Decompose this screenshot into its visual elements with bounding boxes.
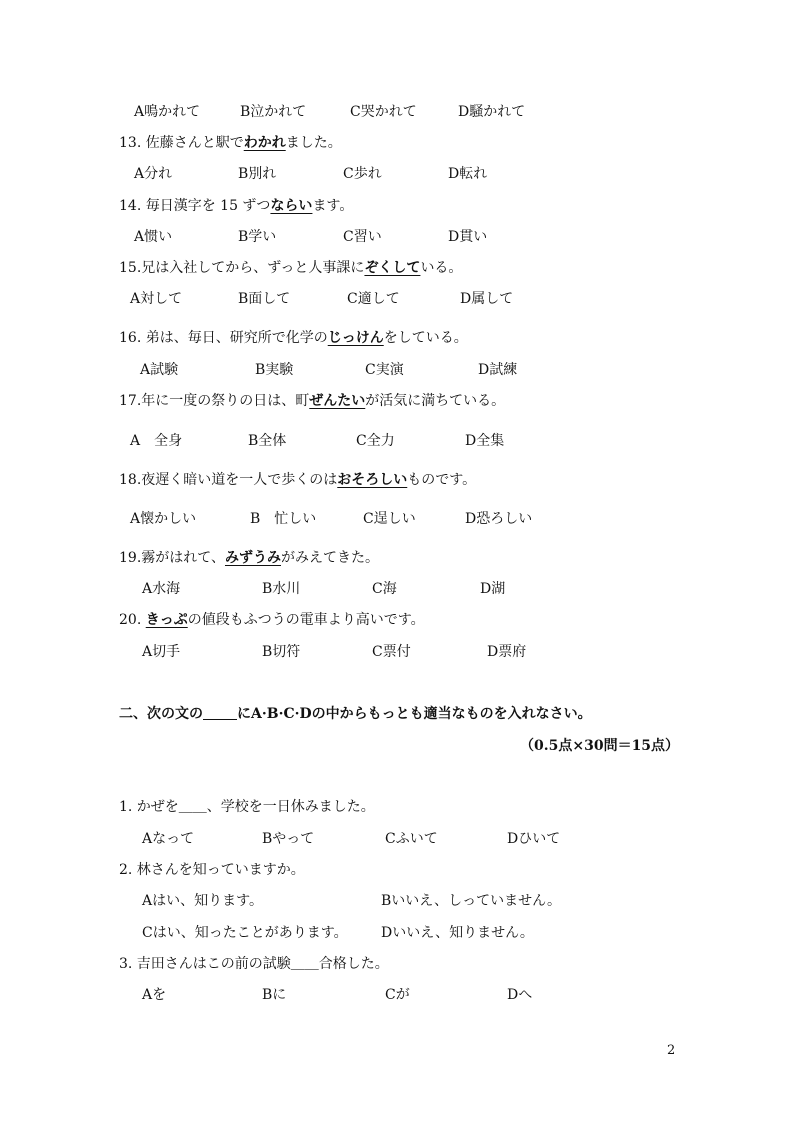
target-word: ぞくして [364, 260, 421, 276]
option-d: D湖 [480, 581, 506, 597]
s2-question-1: 1. かぜを＿＿、学校を一日休みました。 [119, 799, 375, 815]
question-text: 18.夜遅く暗い道を一人で歩くのは [119, 472, 338, 488]
question-17 [119, 392, 505, 410]
section-2-score: （0.5点×30問＝15点） [520, 738, 680, 754]
option-a: A鳴かれて [134, 104, 201, 120]
option-c: C全力 [356, 433, 395, 449]
option-b: B泣かれて [240, 104, 307, 120]
target-word: きっぷ [145, 612, 188, 628]
option-b: B実験 [255, 362, 294, 378]
option-a: A惯い [134, 229, 173, 245]
question-14 [119, 197, 353, 215]
option-b: B切符 [262, 644, 301, 660]
option-c: Cはい、知ったことがあります。 [142, 925, 348, 941]
option-d: D属して [460, 291, 514, 307]
option-c: C習い [343, 229, 382, 245]
option-d: Dいいえ、知りません。 [381, 925, 534, 941]
question-text: 16. 弟は、毎日、研究所で化学の [119, 330, 328, 346]
option-d: D貫い [448, 229, 488, 245]
option-a: Aなって [142, 831, 195, 847]
question-20 [119, 611, 425, 629]
section-title-text: 二、次の文の [119, 706, 203, 722]
option-b: Bやって [262, 831, 315, 847]
question-text-end: の値段もふつうの電車より高いです。 [187, 612, 425, 628]
question-text: 19.霧がはれて、 [119, 550, 225, 566]
option-c: C哭かれて [350, 104, 417, 120]
question-text: 17.年に一度の祭りの日は、町 [119, 393, 310, 409]
option-a: A対して [130, 291, 183, 307]
option-c: C実演 [365, 362, 404, 378]
option-d: D転れ [448, 166, 488, 182]
question-text-end: をしている。 [383, 330, 468, 346]
option-d: D試練 [478, 362, 518, 378]
s2-question-3: 3. 吉田さんはこの前の試験＿＿合格した。 [119, 956, 389, 972]
question-13 [119, 134, 342, 152]
option-d: Dひいて [507, 831, 561, 847]
option-c: C票付 [372, 644, 411, 660]
question-15 [119, 259, 462, 277]
option-b: B面して [238, 291, 291, 307]
question-text-end: いる。 [420, 260, 463, 276]
question-19 [119, 549, 379, 567]
target-word: みずうみ [224, 550, 281, 566]
question-16 [119, 329, 468, 347]
question-text-end: がみえてきた。 [280, 550, 379, 566]
section-2-title [119, 705, 592, 723]
s2-question-2: 2. 林さんを知っていますか。 [119, 862, 305, 878]
option-d: D恐ろしい [465, 511, 533, 527]
option-b: B学い [238, 229, 277, 245]
option-c: C適して [347, 291, 400, 307]
question-text-end: ものです。 [407, 472, 477, 488]
option-a: A切手 [142, 644, 181, 660]
target-word: じっけん [327, 330, 384, 346]
option-b: B全体 [248, 433, 287, 449]
option-a: A分れ [134, 166, 173, 182]
option-a: Aを [142, 987, 167, 1003]
option-a: A水海 [142, 581, 181, 597]
option-c: C逞しい [363, 511, 416, 527]
question-text: 13. 佐藤さんと駅で [119, 135, 244, 151]
target-word: おそろしい [337, 472, 408, 488]
target-word: ならい [270, 198, 313, 214]
option-d: D騒かれて [458, 104, 526, 120]
question-18 [119, 471, 476, 489]
section-title-text-end: にA·B·C·Dの中からもっとも適当なものを入れなさい。 [237, 706, 592, 722]
question-text: 15.兄は入社してから、ずっと人事課に [119, 260, 365, 276]
question-text-end: ました。 [285, 135, 342, 151]
option-b: B別れ [238, 166, 277, 182]
question-text-end: が活気に満ちている。 [365, 393, 506, 409]
option-d: D全集 [465, 433, 505, 449]
option-d: D票府 [487, 644, 527, 660]
blank-line [203, 705, 237, 720]
target-word: わかれ [243, 135, 286, 151]
option-c: Cが [385, 987, 410, 1003]
option-c: C歩れ [343, 166, 382, 182]
target-word: ぜんたい [309, 393, 366, 409]
option-a: A懐かしい [130, 511, 197, 527]
option-a: A 全身 [130, 433, 183, 449]
option-b: B 忙しい [250, 511, 317, 527]
option-a: A試験 [140, 362, 179, 378]
option-c: C海 [372, 581, 397, 597]
question-text-end: ます。 [312, 198, 354, 214]
option-b: B水川 [262, 581, 301, 597]
page-number: 2 [667, 1043, 676, 1058]
option-b: Bいいえ、しっていません。 [381, 893, 561, 909]
question-text: 20. [119, 612, 146, 628]
option-b: Bに [262, 987, 287, 1003]
option-a: Aはい、知ります。 [142, 893, 263, 909]
question-text: 14. 毎日漢字を 15 ずつ [119, 198, 271, 214]
option-d: Dへ [507, 987, 533, 1003]
option-c: Cふいて [385, 831, 438, 847]
